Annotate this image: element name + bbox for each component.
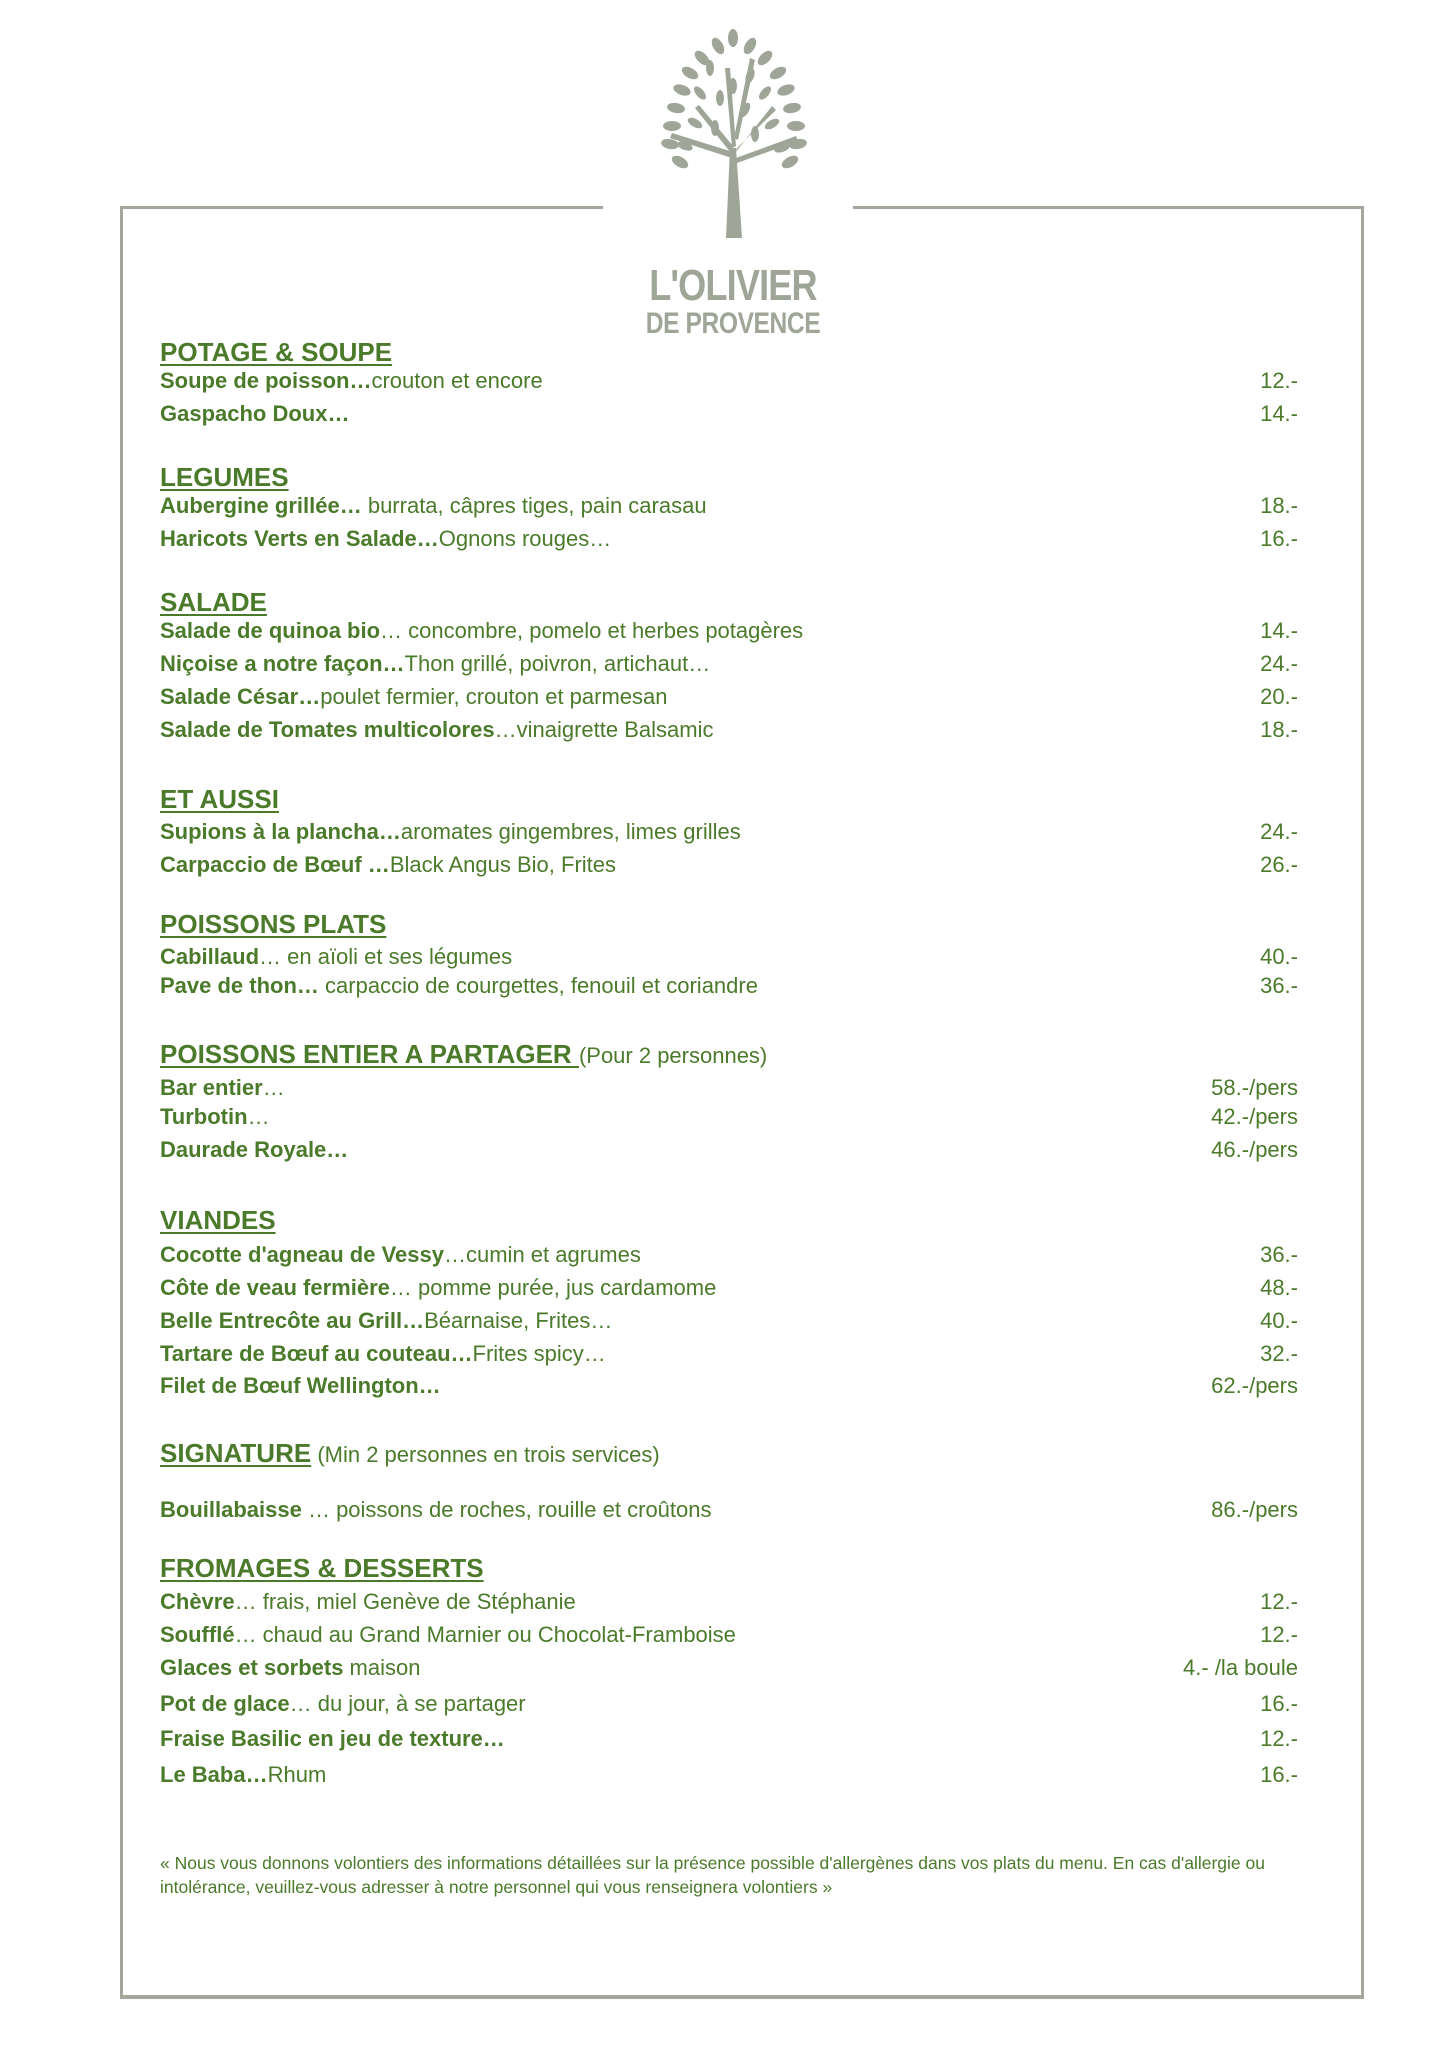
dish-name: Chèvre [160, 1589, 235, 1614]
dish-description: carpaccio de courgettes, fenouil et coriandre [318, 973, 758, 998]
dish-name: Turbotin [160, 1104, 248, 1129]
menu-item [160, 1137, 1298, 1163]
dish-price: 40.- [1260, 1308, 1298, 1333]
allergen-disclaimer: « Nous vous donnons volontiers des informations détaillées sur la présence possible d'allergènes dans vos plats du menu. En cas d'allergie ou intolérance, veuillez-vous adresser à notre personnel qui vous renseignera volontiers » [160, 1853, 1265, 1897]
dish-price: 14.- [1260, 618, 1298, 643]
dish-name: Glaces et sorbets [160, 1655, 344, 1680]
section-heading [160, 1205, 276, 1235]
dish-price: 26.- [1260, 852, 1298, 877]
section-title: ET AUSSI [160, 784, 279, 814]
dish-name: Pot de glace [160, 1691, 290, 1716]
dish-name: Soufflé [160, 1622, 235, 1647]
dish-description: Rhum [267, 1762, 327, 1787]
dish-description: aromates gingembres, limes grilles [400, 819, 741, 844]
dish-description: Ognons rouges… [438, 526, 612, 551]
dish-description: … du jour, à se partager [289, 1691, 526, 1716]
dish-description: … pomme purée, jus cardamome [389, 1275, 717, 1300]
menu-item [160, 526, 1298, 552]
dish-description: …cumin et agrumes [444, 1242, 641, 1267]
menu-item [160, 1308, 1298, 1334]
menu-item [160, 401, 1298, 427]
restaurant-logo [600, 28, 866, 340]
menu-item [160, 1075, 1298, 1101]
dish-description: … [247, 1104, 270, 1129]
dish-name: Pave de thon… [160, 973, 319, 998]
dish-name: Tartare de Bœuf au couteau… [160, 1341, 473, 1366]
section-heading [160, 462, 289, 492]
section-title: SIGNATURE [160, 1438, 312, 1468]
dish-price: 62.-/pers [1211, 1373, 1298, 1398]
section-heading [160, 909, 386, 939]
dish-description: … concombre, pomelo et herbes potagères [380, 618, 804, 643]
dish-description: Béarnaise, Frites… [424, 1308, 613, 1333]
menu-item [160, 651, 1298, 677]
section-note: (Min 2 personnes en trois services) [311, 1442, 660, 1467]
menu-item [160, 1242, 1298, 1268]
dish-description: … [262, 1075, 285, 1100]
dish-description: … frais, miel Genève de Stéphanie [234, 1589, 576, 1614]
dish-price: 58.-/pers [1211, 1075, 1298, 1100]
section-heading [160, 1553, 484, 1583]
dish-price: 86.-/pers [1211, 1497, 1298, 1522]
menu-item [160, 1691, 1298, 1717]
olive-tree-icon [600, 28, 866, 238]
section-title: POTAGE & SOUPE [160, 337, 393, 367]
dish-price: 48.- [1260, 1275, 1298, 1300]
dish-description: crouton et encore [371, 368, 543, 393]
section-title: POISSONS ENTIER A PARTAGER [160, 1039, 579, 1069]
menu-item [160, 944, 1298, 970]
dish-name: Salade César… [160, 684, 321, 709]
dish-price: 36.- [1260, 973, 1298, 998]
section-title: FROMAGES & DESSERTS [160, 1553, 484, 1583]
dish-description: burrata, câpres tiges, pain carasau [361, 493, 707, 518]
dish-name: Belle Entrecôte au Grill… [160, 1308, 425, 1333]
dish-name: Haricots Verts en Salade… [160, 526, 439, 551]
menu-item [160, 717, 1298, 743]
dish-price: 12.- [1260, 368, 1298, 393]
dish-price: 14.- [1260, 401, 1298, 426]
dish-price: 42.-/pers [1211, 1104, 1298, 1129]
menu-item [160, 1104, 1298, 1130]
dish-price: 16.- [1260, 1691, 1298, 1716]
dish-description: … chaud au Grand Marnier ou Chocolat-Framboise [234, 1622, 736, 1647]
menu-item [160, 973, 1298, 999]
dish-price: 4.- /la boule [1183, 1655, 1298, 1680]
dish-name: Gaspacho Doux… [160, 401, 350, 426]
section-title: VIANDES [160, 1205, 276, 1235]
dish-name: Le Baba… [160, 1762, 268, 1787]
menu-item [160, 618, 1298, 644]
dish-price: 12.- [1260, 1589, 1298, 1614]
menu-item [160, 1655, 1298, 1681]
dish-name: Carpaccio de Bœuf … [160, 852, 390, 877]
menu-item [160, 1622, 1298, 1648]
dish-name: Daurade Royale… [160, 1137, 349, 1162]
dish-description: … en aïoli et ses légumes [259, 944, 513, 969]
section-heading [160, 784, 279, 814]
section-heading [160, 1438, 660, 1470]
dish-name: Filet de Bœuf Wellington… [160, 1373, 441, 1398]
section-heading [160, 1039, 767, 1071]
dish-name: Salade de quinoa bio [160, 618, 381, 643]
dish-name: Bouillabaisse [160, 1497, 302, 1522]
section-note: (Pour 2 personnes) [578, 1043, 768, 1068]
dish-description: … poissons de roches, rouille et croûtons [301, 1497, 712, 1522]
dish-description: Frites spicy… [472, 1341, 606, 1366]
dish-price: 46.-/pers [1211, 1137, 1298, 1162]
dish-price: 18.- [1260, 493, 1298, 518]
dish-name: Soupe de poisson… [160, 368, 372, 393]
dish-price: 36.- [1260, 1242, 1298, 1267]
menu-item [160, 1497, 1298, 1523]
dish-price: 12.- [1260, 1726, 1298, 1751]
dish-description: …vinaigrette Balsamic [494, 717, 714, 742]
dish-price: 16.- [1260, 526, 1298, 551]
menu-item [160, 819, 1298, 845]
section-title: LEGUMES [160, 462, 289, 492]
menu-item [160, 1341, 1298, 1367]
section-title: SALADE [160, 587, 267, 617]
dish-name: Bar entier [160, 1075, 263, 1100]
dish-price: 18.- [1260, 717, 1298, 742]
dish-description: Thon grillé, poivron, artichaut… [404, 651, 711, 676]
menu-item [160, 1275, 1298, 1301]
dish-price: 20.- [1260, 684, 1298, 709]
dish-name: Salade de Tomates multicolores [160, 717, 495, 742]
menu-item [160, 852, 1298, 878]
dish-price: 40.- [1260, 944, 1298, 969]
dish-description: Black Angus Bio, Frites [389, 852, 617, 877]
dish-price: 32.- [1260, 1341, 1298, 1366]
section-heading [160, 337, 392, 367]
logo-line-1: L'OLIVIER [649, 261, 817, 310]
dish-price: 16.- [1260, 1762, 1298, 1787]
dish-name: Cabillaud [160, 944, 260, 969]
section-title: POISSONS PLATS [160, 909, 387, 939]
dish-description: maison [343, 1655, 421, 1680]
dish-name: Aubergine grillée… [160, 493, 362, 518]
menu-item [160, 684, 1298, 710]
dish-name: Niçoise a notre façon… [160, 651, 405, 676]
menu-item [160, 1726, 1298, 1752]
dish-name: Côte de veau fermière [160, 1275, 390, 1300]
dish-name: Fraise Basilic en jeu de texture… [160, 1726, 505, 1751]
menu-item [160, 1373, 1298, 1399]
menu-item [160, 368, 1298, 394]
dish-name: Cocotte d'agneau de Vessy [160, 1242, 444, 1267]
menu-item [160, 1762, 1298, 1788]
dish-price: 24.- [1260, 651, 1298, 676]
dish-price: 12.- [1260, 1622, 1298, 1647]
dish-description: poulet fermier, crouton et parmesan [320, 684, 668, 709]
dish-price: 24.- [1260, 819, 1298, 844]
logo-line-2: DE PROVENCE [645, 307, 821, 340]
menu-item [160, 493, 1298, 519]
section-heading [160, 587, 267, 617]
menu-item [160, 1589, 1298, 1615]
dish-name: Supions à la plancha… [160, 819, 401, 844]
